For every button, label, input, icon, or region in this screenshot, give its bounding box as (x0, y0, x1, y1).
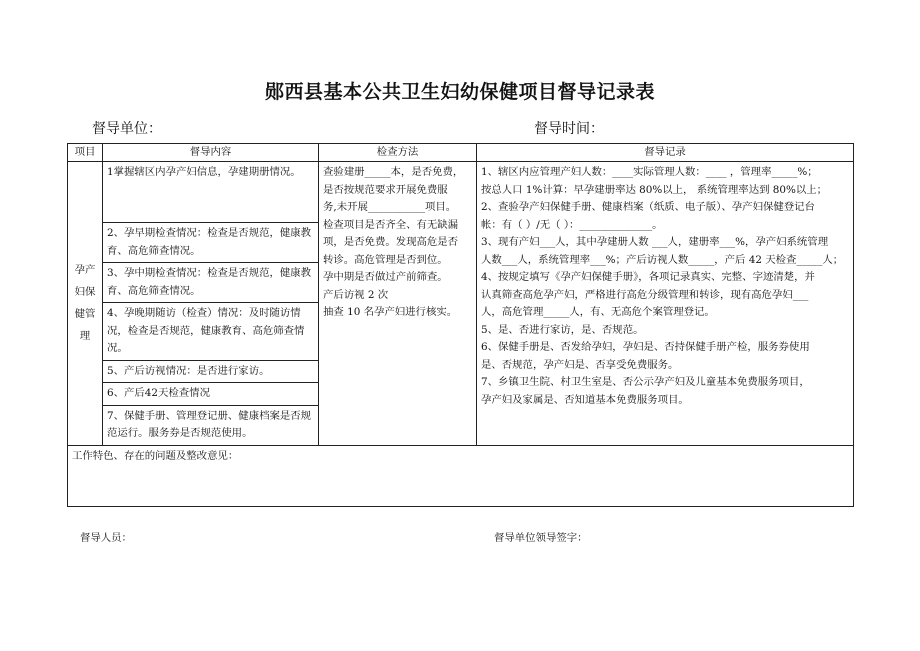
project-line: 健管 (74, 308, 96, 321)
record-line: 人数___人，系统管理率___%；产后访视人数_____，产后 42 天检查_____人； (481, 253, 844, 266)
record-line: 3、现有产妇___人，其中孕建册人数 ___人，建册率___%，孕产妇系统管理 (481, 236, 829, 248)
supervisor-label: 督导人员： (80, 532, 132, 544)
content-item: 6、产后42天检查情况 (103, 383, 319, 406)
remarks-label: 工作特色、存在的问题及整改意见： (72, 449, 239, 462)
method-line: 抽查 10 名孕产妇进行核实。 (323, 306, 458, 318)
record-line: 孕产妇及家属是、否知道基本免费服务项目。 (481, 393, 689, 406)
table-row (68, 162, 854, 223)
content-item: 2、孕早期检查情况：检查是否规范，健康教育、高危筛查情况。 (103, 223, 319, 263)
method-line: 查验建册_____本，是否免费， (323, 166, 464, 178)
record-line: 帐：有（ ）/无（ ）：______________。 (481, 218, 663, 231)
method-line: 孕中期是否做过产前筛查。 (323, 271, 448, 283)
record-line: 7、乡镇卫生院、村卫生室是、否公示孕产妇及儿童基本免费服务项目， (481, 376, 810, 388)
page-title: 郧西县基本公共卫生妇幼保健项目督导记录表 (264, 81, 655, 103)
record-line: 人，高危管理_____人，有、无高危个案管理登记。 (481, 306, 715, 318)
header-method: 检查方法 (319, 144, 477, 162)
record-line: 是、否规范，孕产妇是、否享受免费服务。 (481, 358, 679, 371)
supervision-unit-label: 督导单位： (92, 121, 162, 137)
record-line: 1、辖区内应管理产妇人数：____实际管理人数：____ ，管理率_____%； (481, 166, 818, 178)
method-line: 转诊。高危管理是否到位。 (323, 253, 448, 266)
header-project: 项目 (68, 144, 103, 162)
content-item: 4、孕晚期随访（检查）情况：及时随访情况，检查是否规范，健康教育、高危筛查情况。 (103, 303, 319, 361)
content-item: 1掌握辖区内孕产妇信息，孕建期册情况。 (103, 162, 319, 223)
project-line: 孕产 (74, 264, 96, 277)
project-line: 妇保 (74, 286, 96, 299)
remarks-cell (68, 445, 854, 506)
record-line: 5、是、否进行家访，是、否规范。 (481, 323, 644, 336)
method-line: 检查项目是否齐全、有无缺漏 (323, 218, 459, 231)
record-cell (477, 162, 854, 446)
record-table (67, 143, 854, 507)
content-item: 5、产后访视情况：是否进行家访。 (103, 360, 319, 383)
project-line: 理 (79, 330, 91, 343)
record-line: 认真筛查高危孕产妇，严格进行高危分级管理和转诊，现有高危孕妇___ (481, 288, 809, 301)
method-line: 务,未开展___________项目。 (323, 201, 457, 213)
content-item: 7、保健手册、管理登记册、健康档案是否规范运行。服务券是否规范使用。 (103, 405, 319, 445)
remarks-row (68, 445, 854, 506)
content-item: 3、孕中期检查情况：检查是否规范，健康教育、高危筛查情况。 (103, 263, 319, 303)
leader-signature-label: 督导单位领导签字： (494, 532, 588, 544)
method-line: 产后访视 2 次 (323, 288, 389, 301)
record-line: 按总人口 1%计算：早孕建册率达 80%以上， 系统管理率达到 80%以上； (481, 183, 828, 196)
header-record: 督导记录 (477, 144, 854, 162)
record-line: 6、保健手册是、否发给孕妇，孕妇是、否持保健手册产检，服务券使用 (481, 341, 810, 353)
method-cell (319, 162, 477, 446)
project-cell (68, 162, 103, 446)
supervision-time-label: 督导时间： (534, 121, 604, 137)
method-line: 项，是否免费。发现高危是否 (323, 236, 459, 248)
header-content: 督导内容 (103, 144, 319, 162)
record-line: 4、按规定填写《孕产妇保健手册》，各项记录真实、完整、字迹清楚，并 (481, 271, 815, 283)
method-line: 是否按规范要求开展免费服 (323, 183, 448, 196)
record-line: 2、查验孕产妇保健手册、健康档案（纸质、电子版）、孕产妇保健登记台 (481, 201, 815, 213)
table-header-row (68, 144, 854, 162)
